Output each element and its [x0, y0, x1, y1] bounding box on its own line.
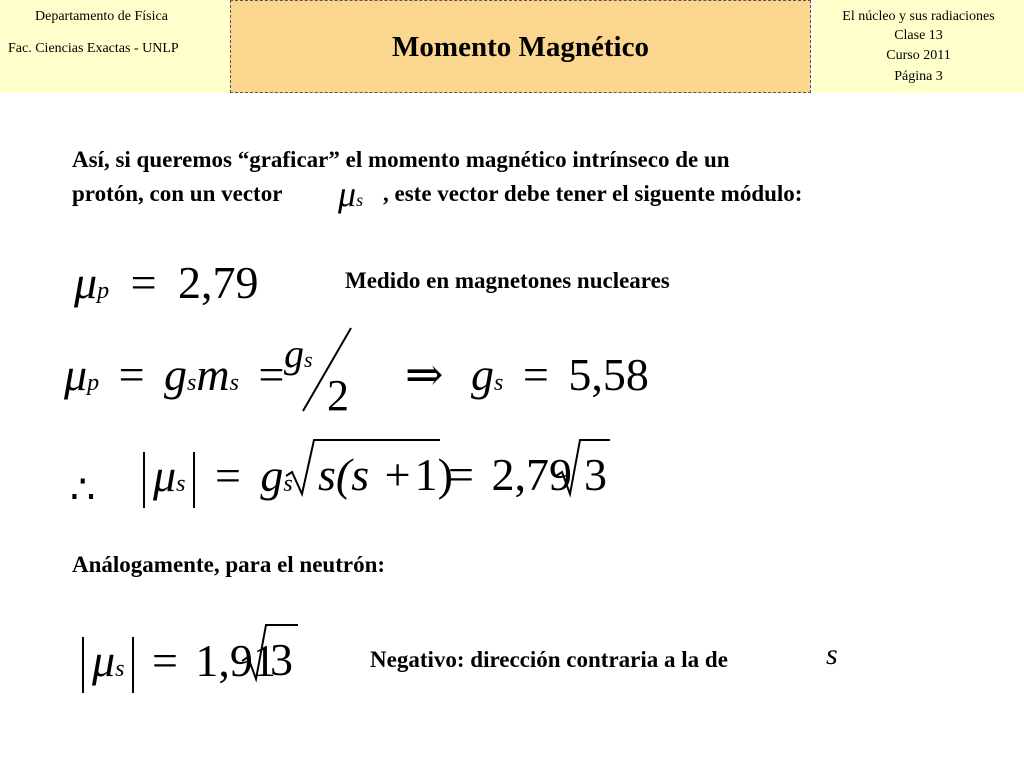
gs-value: 5,58: [568, 349, 649, 400]
course-subject: El núcleo y sus radiaciones: [842, 9, 995, 24]
mu-p-value: 2,79: [178, 257, 259, 308]
negative-note: Negativo: dirección contraria a la de: [370, 647, 728, 672]
fraction-numerator: gs: [284, 331, 313, 376]
intro-line-2b: , este vector debe tener el siguente módulo:: [383, 181, 803, 206]
header-left-panel: [0, 0, 230, 93]
fraction-denominator: 2: [327, 371, 349, 420]
equation-mu-p-gs: μp = gsms =: [64, 349, 285, 400]
intro-line-2a: protón, con un vector: [72, 181, 283, 206]
mu-s-neutron-value: 1,91: [195, 635, 276, 686]
therefore-symbol: ∴: [70, 467, 96, 512]
neutron-intro: Análogamente, para el neutrón:: [72, 552, 386, 577]
department-label: Departamento de Física: [35, 9, 168, 24]
equation-mu-s-neutron: μs = 1,91: [82, 637, 276, 693]
equation-mu-s-proton: μs = gs: [143, 452, 293, 508]
sqrt-3-neutron: 3: [270, 634, 293, 685]
header-right-panel: [813, 0, 1024, 93]
mu-s-proton-value: = 2,79: [448, 449, 572, 500]
equation-gs-value: ⇒ gs = 5,58: [405, 349, 649, 400]
equation-mu-p: μp = 2,79: [74, 257, 259, 308]
sqrt-content-ss1: s(s +1): [318, 449, 453, 500]
class-number: Clase 13: [894, 28, 943, 43]
implies-symbol: ⇒: [405, 349, 444, 400]
page-number: Página 3: [894, 69, 943, 84]
course-year: Curso 2011: [886, 48, 951, 63]
spin-vector-s: s: [826, 638, 838, 671]
vector-mu-s-inline: μs: [338, 174, 364, 214]
mu-p-note: Medido en magnetones nucleares: [345, 268, 670, 293]
sqrt-3-proton: 3: [584, 449, 607, 500]
faculty-label: Fac. Ciencias Exactas - UNLP: [8, 41, 179, 56]
header-title-panel: [230, 0, 811, 93]
page-title: Momento Magnético: [392, 31, 649, 63]
intro-line-1: Así, si queremos “graficar” el momento magnético intrínseco de un: [72, 147, 730, 172]
